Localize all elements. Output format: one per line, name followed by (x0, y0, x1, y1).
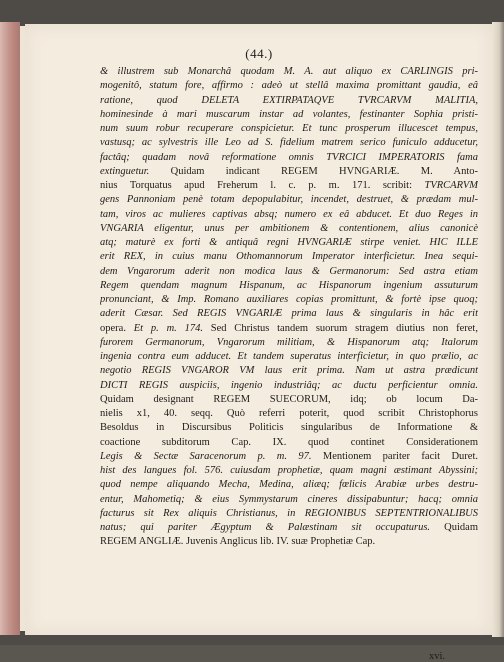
text-line: REGEM ANGLIÆ. Juvenis Anglicus lib. IV. suæ Prophetiæ Cap. (100, 536, 376, 548)
text-line: Besoldus in Discursibus Politicis singularibus de Informatione & (100, 422, 478, 434)
page-header: (44.) (245, 46, 273, 61)
text-line: VNGARIA eligentur, unus per ambitionem & contentionem, alius canonicè (100, 222, 478, 234)
text-line: aderit Cæsar. Sed REGIS VNGARIÆ prima laus & singularis in hâc erit (100, 308, 478, 320)
text-line: Quidam designant REGEM SUECORUM, idq; ob locum Da- (100, 393, 478, 405)
text-line: furorem Germanorum, Vngarorum militiam, & Hispanorum atq; Italorum (100, 336, 478, 348)
text-line: hominesinde à mari muscarum instar ad volantes, festinanter Sophia pristi- (100, 108, 478, 120)
text-line: natus; qui pariter Ægyptum & Palæstinam sit occupaturus. Quidam (100, 522, 478, 533)
text-line: DICTI REGIS auspiciis, ingenio industriâq; ac ductu perficientur omnia. (100, 379, 478, 391)
text-line: atq; maturè ex forti & antiquâ regni HVNGARIÆ stirpe veniet. HIC ILLE (100, 237, 478, 248)
text-line: nielis x1, 40. seqq. Quò referri poterit, quod scribit Christophorus (100, 408, 478, 419)
page-right-edge (492, 22, 504, 637)
text-line: opera. Et p. m. 174. Sed Christus tandem suorum stragem diutius non feret, (100, 322, 478, 334)
text-line: negotio REGIS VNGAROR VM laus erit prima. Nam ut astra prædicunt (100, 365, 478, 377)
text-line: facturus sit Rex aliquis Christianus, in REGIONIBUS SEPTENTRIONALIBUS (100, 507, 478, 519)
text-line: pronunciant, & Imp. Romano auxiliares copias promittunt, & fortè ipse quoq; (100, 294, 478, 305)
text-line: & illustrem sub Monarchâ quodam M. A. aut aliquo ex CARLINGIS pri- (100, 66, 478, 77)
text-line: Legis & Sectæ Saracenorum p. m. 97. Mentionem pariter facit Duret. (100, 450, 478, 462)
text-line: factâq; quadam novâ reformatione omnis TVRCICI IMPERATORIS fama (100, 151, 478, 163)
text-line: ratione, quod DELETA EXTIRPATAQVE TVRCARVM MALITIA, (100, 94, 478, 106)
text-line: nius Torquatus apud Freherum l. c. p. m. 171. scribit: TVRCARVM (100, 180, 478, 191)
catchword: xvi. (428, 651, 445, 662)
book-binding (0, 22, 20, 635)
text-line: gens Pannoniam penè totam depopulabitur, incendet, destruet, & prædam mul- (100, 194, 478, 206)
text-line: Regem quendam magnum Hispanum, ac Hispanorum ingenium assuturum (100, 279, 478, 291)
text-line: mogenitô, statum fore, affirmo : adeò ut stellâ maxima promittant gaudia, eâ (100, 80, 478, 92)
text-line: quod nempe aliquando Mecha, Medina, aliæq; fœlicis Arabiæ urbes destru- (100, 479, 478, 491)
text-line: hist des langues fol. 576. cuiusdam prophetiæ, quam magni æstimant Abyssini; (100, 465, 478, 476)
text-line: extinguetur. Quidam indicant REGEM HVNGARIÆ. M. Anto- (100, 165, 478, 177)
text-line: entur, Mahometiq; & eius Symmystarum cineres dissipabuntur; hacq; omnia (100, 493, 478, 505)
book-page (25, 24, 493, 662)
text-line: erit REX, in cuius manu Othomannorum Imperator interficietur. Inea sequi- (100, 251, 478, 263)
text-line: vastusq; ac sylvestris ille Leo ad S. fidelium matrem serico funiculo adducetur, (100, 137, 478, 149)
page-body-text (100, 65, 478, 550)
text-line: ingenia contra eum adducet. Et tandem superatus interficietur, in quo prælio, ac (100, 351, 478, 362)
text-line: coactione subditorum Cap. IX. quod continet Considerationem (100, 436, 478, 448)
text-line: dem Vngarorum aderit non modica laus & Germanorum: Sed astra etiam (100, 265, 478, 277)
text-line: tam, viros ac mulieres captivas absq; numero ex eâ abducet. Et duo Reges in (100, 208, 478, 220)
text-line: num suum robur recuperare conspicietur. Et tunc prosperum illucescet tempus, (100, 123, 478, 134)
